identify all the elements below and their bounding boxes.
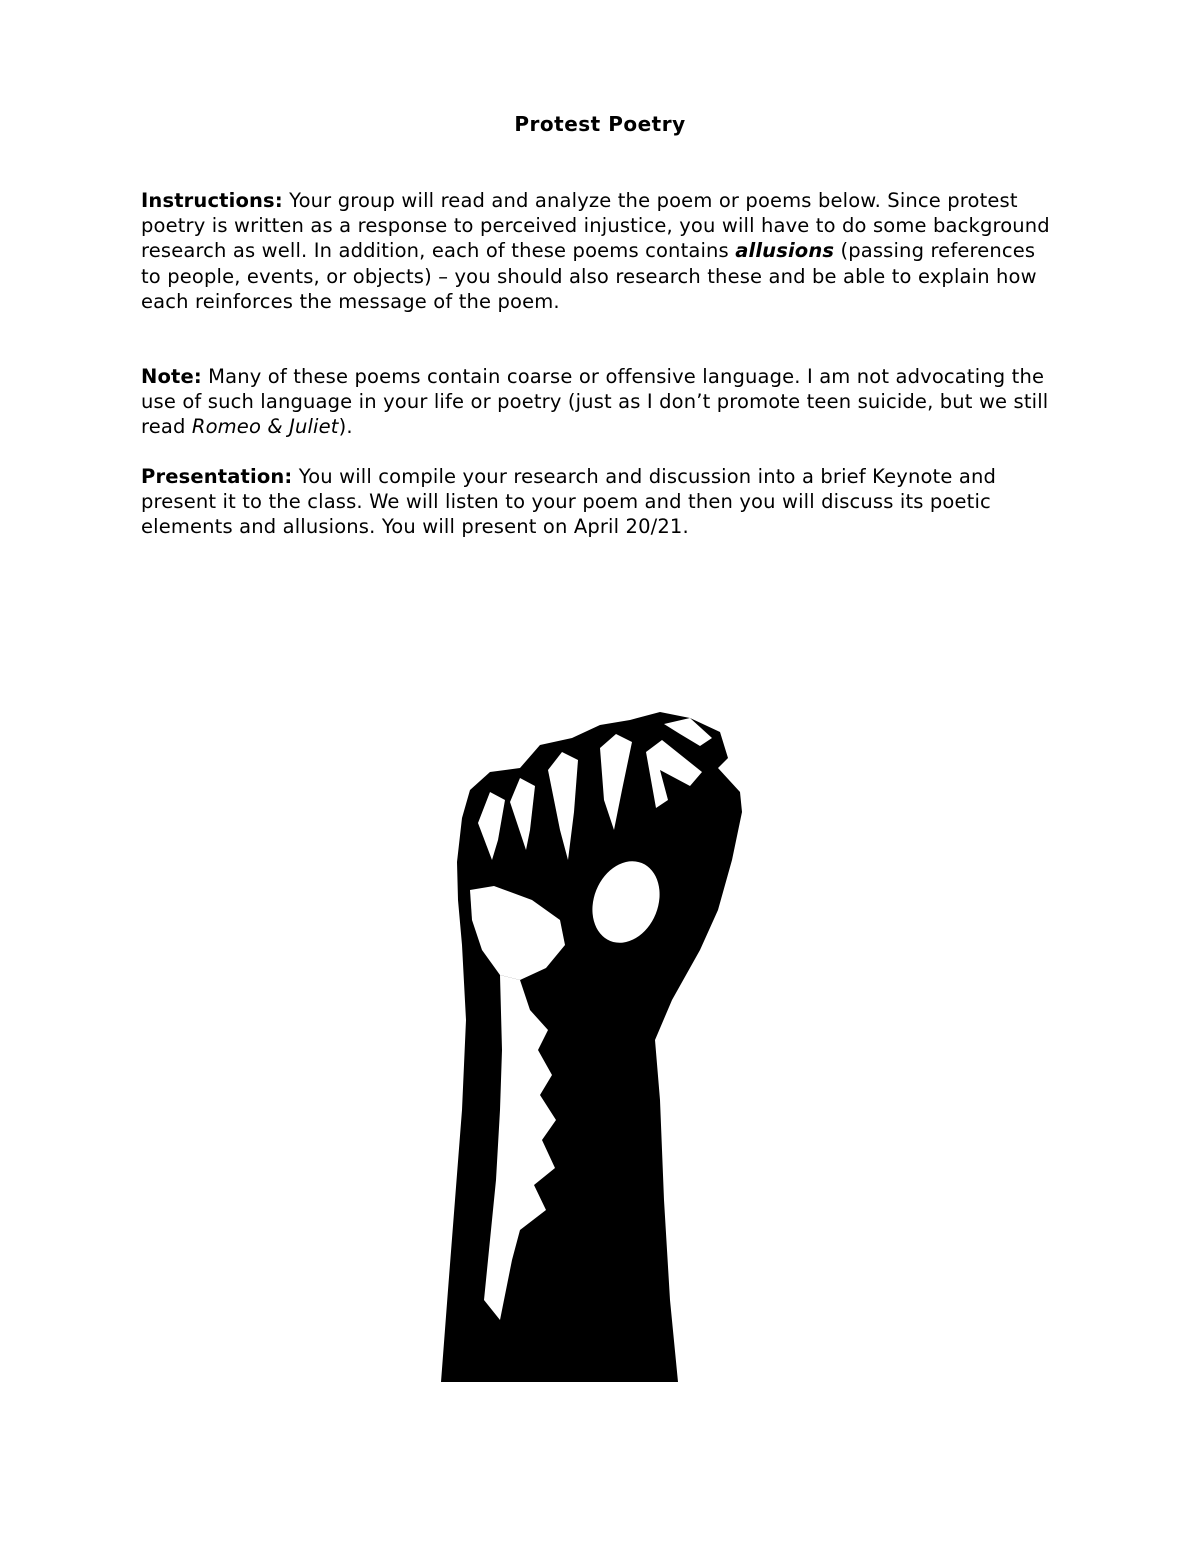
presentation-text: You will compile your research and discussion into a brief Keynote and present it to the class. We will listen to your poem and then you will discuss its poetic elements and allusions. You will present on April 20/21. [141, 465, 996, 539]
raised-fist-icon [430, 705, 760, 1395]
presentation-paragraph [141, 464, 1061, 540]
note-label: Note: [141, 365, 202, 388]
note-paragraph [141, 364, 1061, 440]
document-title: Protest Poetry [514, 112, 686, 136]
presentation-label: Presentation: [141, 465, 293, 488]
instructions-label: Instructions: [141, 189, 283, 212]
note-text-end: ). [338, 415, 353, 439]
allusions-term: allusions [735, 239, 835, 263]
romeo-juliet-title: Romeo & Juliet [191, 415, 339, 439]
instructions-text-start: Your group will read and analyze the poem or poems below. Since protest poetry is written as a response to perceived injustice, you will have to do some background research as well. In addition, each of these poems contains [141, 189, 1050, 263]
note-text-start: Many of these poems contain coarse or offensive language. I am not advocating the use of such language in your life or poetry (just as I don’t promote teen suicide, but we still read [141, 365, 1049, 439]
instructions-text-end: (passing references to people, events, or objects) – you should also research these and be able to explain how each reinforces the message of the poem. [141, 239, 1037, 313]
instructions-paragraph [141, 188, 1061, 314]
